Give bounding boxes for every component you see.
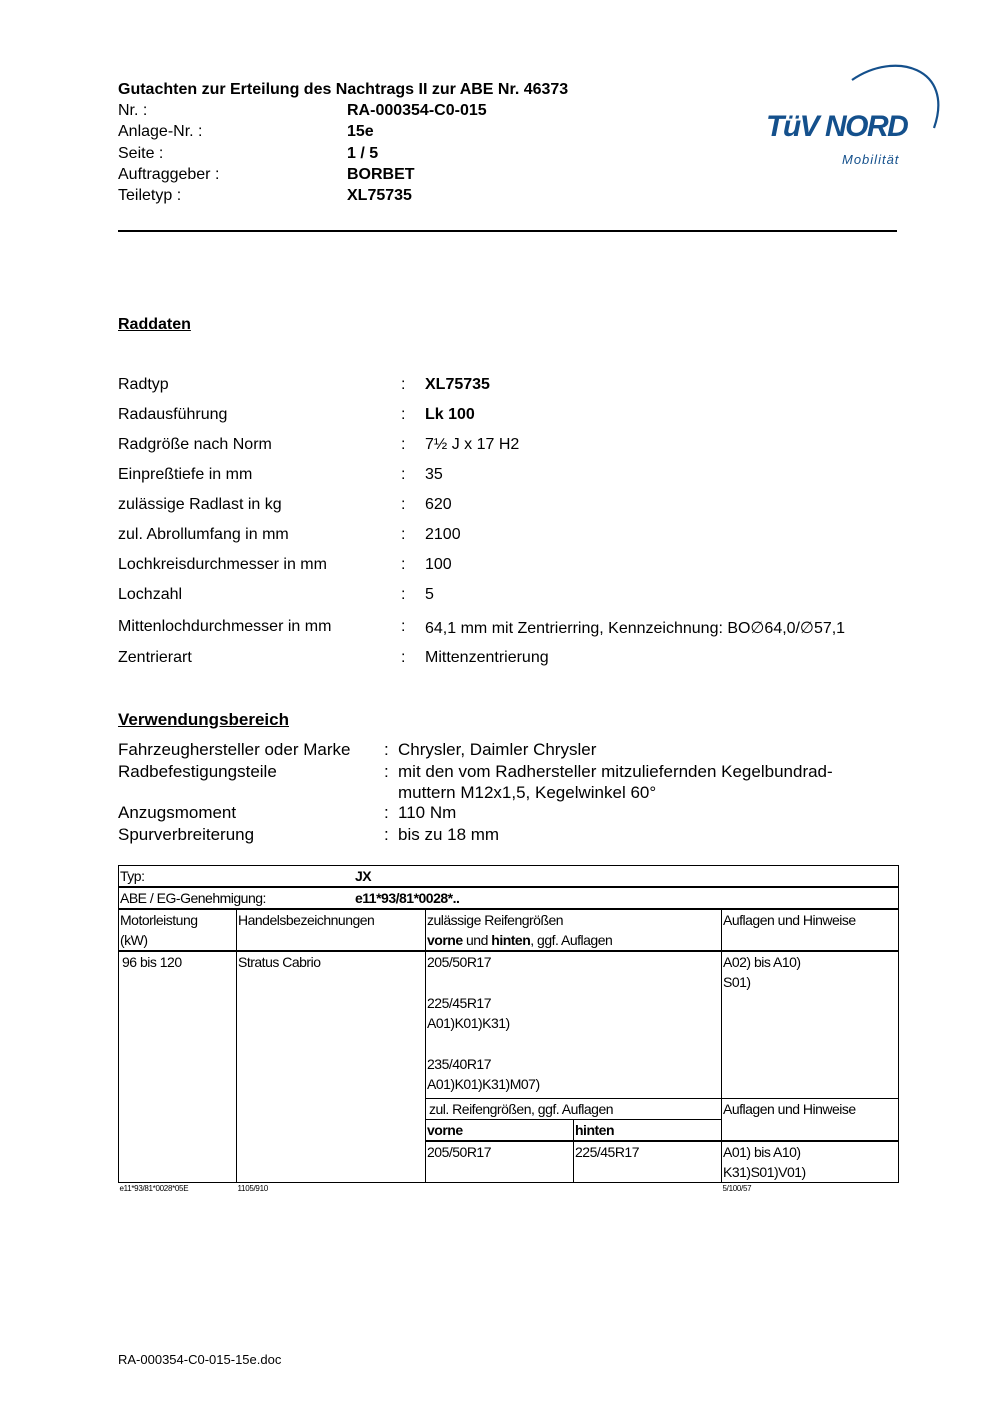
- reifen-header-end: , ggf. Auflagen: [530, 932, 613, 948]
- raddaten-row: [118, 436, 918, 458]
- verwendung-label: Spurverbreiterung: [118, 825, 255, 844]
- header-value: BORBET: [347, 166, 415, 183]
- reifen-header-und: und: [462, 932, 492, 948]
- verwendung-value: bis zu 18 mm: [398, 825, 500, 844]
- verwendung-value: mit den vom Radhersteller mitzuliefernden Kegelbundrad-: [398, 762, 833, 781]
- colon: :: [384, 740, 389, 759]
- colon: :: [401, 526, 406, 543]
- tires-cell: [426, 951, 722, 1099]
- raddaten-value: 620: [425, 496, 452, 513]
- motor-header: [119, 909, 237, 951]
- hinten-header: hinten: [574, 1120, 722, 1142]
- footnote: 5/100/57: [722, 1184, 752, 1193]
- colon: :: [401, 406, 406, 423]
- footnote: e11*93/81*0028*05E: [119, 1184, 189, 1193]
- header-value: 15e: [347, 123, 374, 140]
- colon: :: [401, 586, 406, 603]
- header-row-auftraggeber: [118, 166, 638, 187]
- header-row-anlage: [118, 123, 638, 144]
- typ-value: JX: [355, 868, 372, 884]
- colon: :: [401, 649, 406, 666]
- header-value: RA-000354-C0-015: [347, 102, 487, 119]
- footer-filename: RA-000354-C0-015-15e.doc: [118, 1352, 282, 1367]
- raddaten-label: zul. Abrollumfang in mm: [118, 526, 289, 543]
- raddaten-label: Radausführung: [118, 406, 228, 423]
- footnote: 1105/910: [237, 1184, 268, 1193]
- logo-wordmark: TüV NORD: [766, 110, 908, 143]
- raddaten-value: 5: [425, 586, 434, 603]
- raddaten-label: Lochzahl: [118, 586, 183, 603]
- colon: :: [401, 436, 406, 453]
- raddaten-label: Einpreßtiefe in mm: [118, 466, 253, 483]
- tire-spacer: [427, 972, 721, 993]
- raddaten-label: Zentrierart: [118, 649, 192, 666]
- raddaten-value: XL75735: [425, 376, 490, 393]
- footnote-row: [119, 1183, 899, 1196]
- verwendung-label: Anzugsmoment: [118, 803, 237, 822]
- typ-label: Typ:: [120, 868, 145, 884]
- handel-cell: Stratus Cabrio: [237, 951, 426, 1183]
- colon: :: [401, 556, 406, 573]
- raddaten-label: Lochkreisdurchmesser in mm: [118, 556, 327, 573]
- sub-auflagen-line: K31)S01)V01): [723, 1164, 806, 1180]
- auflagen-header: Auflagen und Hinweise: [722, 909, 899, 951]
- table-row: [119, 951, 899, 1099]
- verwendung-value-line2: muttern M12x1,5, Kegelwinkel 60°: [398, 783, 657, 802]
- tire-size: 235/40R17: [427, 1056, 492, 1072]
- header-label: Auftraggeber :: [118, 166, 220, 183]
- verwendung-value: 110 Nm: [398, 803, 457, 822]
- tire-spacer: [427, 1033, 721, 1054]
- header-label: Seite :: [118, 145, 164, 162]
- header-row-teiletyp: [118, 187, 638, 208]
- verwendung-label: Fahrzeughersteller oder Marke: [118, 740, 351, 759]
- raddaten-value: Lk 100: [425, 406, 475, 423]
- abe-cell: [119, 887, 899, 909]
- motor-header-line1: Motorleistung: [120, 912, 198, 928]
- raddaten-label: Mittenlochdurchmesser in mm: [118, 618, 332, 635]
- raddaten-value: Mittenzentrierung: [425, 649, 549, 666]
- sub-header-cell: zul. Reifengrößen, ggf. Auflagen: [426, 1099, 722, 1120]
- raddaten-row: [118, 376, 918, 398]
- sub-auflagen-cell: [722, 1141, 899, 1183]
- colon: :: [384, 803, 389, 822]
- hinten-value: 225/45R17: [574, 1141, 722, 1183]
- auflagen-cell: [722, 951, 899, 1099]
- colon: :: [401, 618, 406, 635]
- colon: :: [384, 762, 389, 781]
- reifen-header-hinten: hinten: [491, 932, 531, 948]
- footnote: [426, 1183, 574, 1196]
- header-value: 1 / 5: [347, 145, 379, 162]
- reifen-header-vorne: vorne: [427, 932, 463, 948]
- header-row-seite: [118, 145, 638, 166]
- header-row-nr: [118, 102, 638, 123]
- sub-auflagen-header: Auflagen und Hinweise: [722, 1099, 899, 1142]
- raddaten-value: 64,1 mm mit Zentrierring, Kennzeichnung: BO∅64,0/∅57,1: [425, 620, 846, 637]
- table-header-row: [119, 909, 899, 951]
- tuv-nord-logo: [760, 58, 950, 176]
- colon: :: [401, 466, 406, 483]
- raddaten-row: [118, 586, 918, 608]
- header-label: Anlage-Nr. :: [118, 123, 203, 140]
- raddaten-value: 100: [425, 556, 452, 573]
- verwendung-label: Radbefestigungsteile: [118, 762, 277, 781]
- handel-header: Handelsbezeichnungen: [237, 909, 426, 951]
- reifen-header-line2: [427, 930, 721, 950]
- tire-notes: A01)K01)K31): [427, 1015, 510, 1031]
- header-value: XL75735: [347, 187, 412, 204]
- raddaten-row: [118, 649, 918, 671]
- footnote: [574, 1183, 722, 1196]
- tire-size: 225/45R17: [427, 995, 492, 1011]
- colon: :: [384, 825, 389, 844]
- abe-label: ABE / EG-Genehmigung:: [120, 890, 266, 906]
- tire-notes: A01)K01)K31)M07): [427, 1076, 540, 1092]
- auflagen-line: A02) bis A10): [723, 954, 801, 970]
- header-label: Teiletyp :: [118, 187, 182, 204]
- sub-auflagen-line: A01) bis A10): [723, 1144, 801, 1160]
- vorne-value: 205/50R17: [426, 1141, 574, 1183]
- colon: :: [401, 496, 406, 513]
- document-title: Gutachten zur Erteilung des Nachtrags II zur ABE Nr. 46373: [118, 81, 569, 98]
- abe-row: [119, 887, 899, 909]
- raddaten-value: 7½ J x 17 H2: [425, 436, 520, 453]
- raddaten-row: [118, 526, 918, 548]
- reifen-header-line1: zulässige Reifengrößen: [427, 912, 564, 928]
- abe-value: e11*93/81*0028*..: [355, 890, 460, 906]
- typ-row: [119, 866, 899, 888]
- tire-size: 205/50R17: [427, 954, 492, 970]
- vorne-header: vorne: [426, 1120, 574, 1142]
- raddaten-label: zulässige Radlast in kg: [118, 496, 282, 513]
- verwendung-heading: Verwendungsbereich: [118, 710, 289, 729]
- raddaten-label: Radtyp: [118, 376, 169, 393]
- logo-subtitle: Mobilität: [842, 152, 900, 167]
- colon: :: [401, 376, 406, 393]
- motor-cell: 96 bis 120: [119, 951, 237, 1183]
- verwendung-value: Chrysler, Daimler Chrysler: [398, 740, 597, 759]
- reifen-header: [426, 909, 722, 951]
- header-label: Nr. :: [118, 102, 148, 119]
- motor-header-line2: (kW): [120, 932, 148, 948]
- header-divider: [118, 230, 897, 232]
- raddaten-value: 35: [425, 466, 443, 483]
- raddaten-value: 2100: [425, 526, 461, 543]
- raddaten-row: [118, 556, 918, 578]
- raddaten-row: [118, 406, 918, 428]
- raddaten-row: [118, 618, 918, 640]
- typ-cell: [119, 866, 899, 888]
- raddaten-heading: Raddaten: [118, 316, 191, 333]
- raddaten-row: [118, 466, 918, 488]
- raddaten-label: Radgröße nach Norm: [118, 436, 272, 453]
- vehicle-table: [118, 865, 899, 1195]
- auflagen-line: S01): [723, 974, 751, 990]
- raddaten-row: [118, 496, 918, 518]
